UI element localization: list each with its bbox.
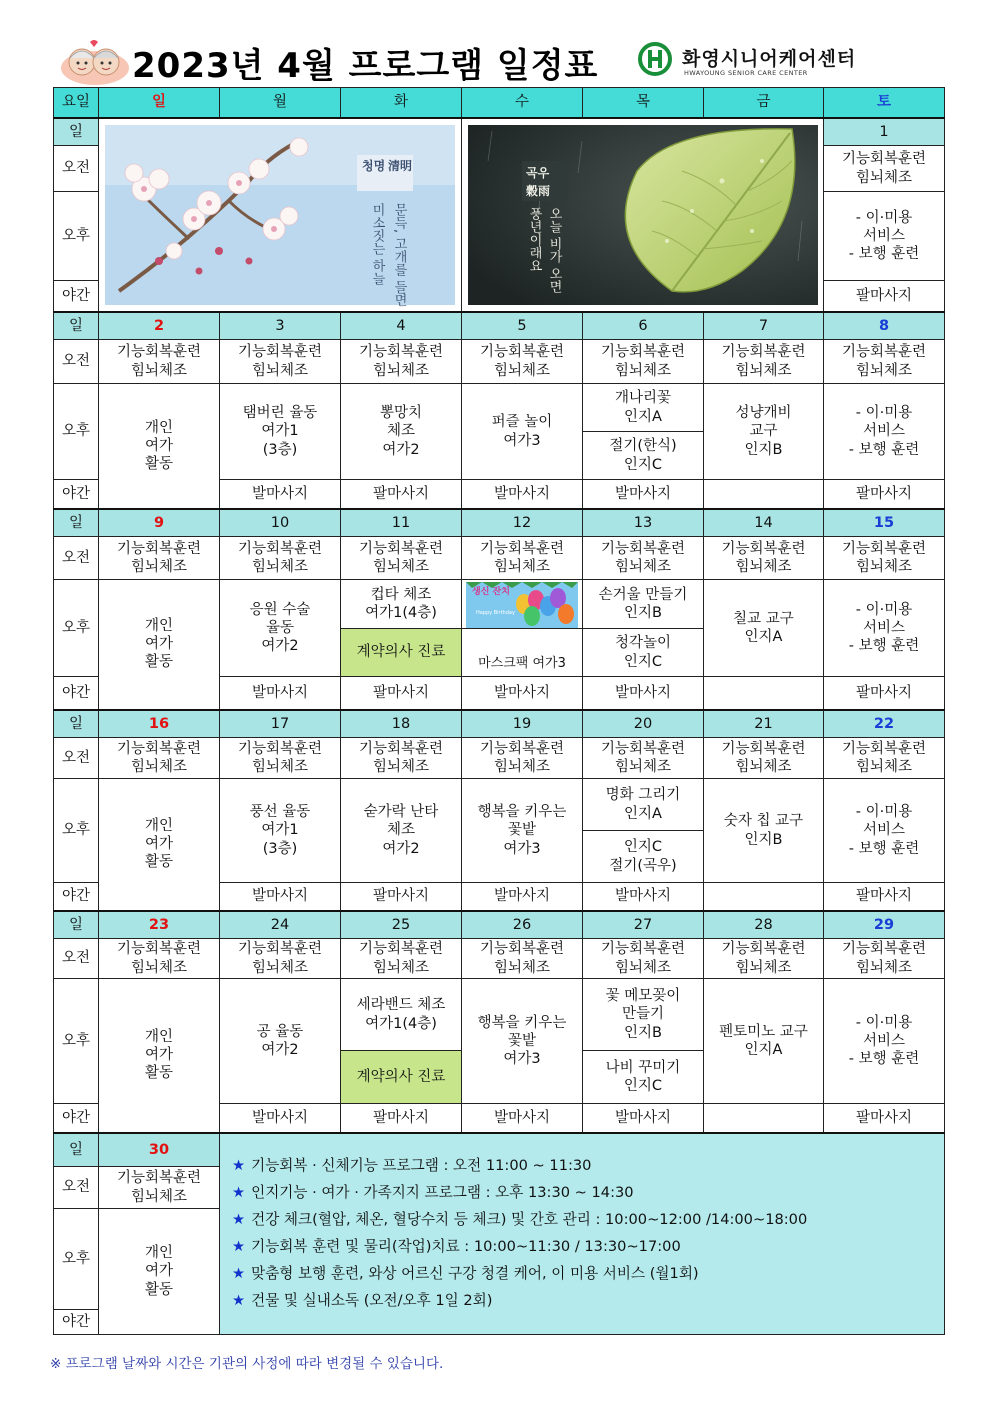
star-icon: ★ [232, 1291, 246, 1309]
date-cell: 18 [341, 710, 462, 738]
row-label-afternoon: 오후 [54, 779, 99, 883]
morning-program: 기능회복훈련 힘뇌체조 [99, 738, 220, 779]
night-program: 발마사지 [220, 480, 341, 509]
logo-icon [638, 42, 672, 76]
morning-program: 기능회복훈련 힘뇌체조 [704, 939, 824, 979]
row-label-afternoon: 오후 [54, 979, 99, 1104]
notes-panel [220, 1133, 945, 1335]
date-cell: 5 [462, 312, 583, 340]
week3-morning-row [54, 738, 945, 779]
night-program: 발마사지 [220, 1104, 341, 1133]
weekday-fri: 금 [704, 88, 824, 118]
date-cell: 4 [341, 312, 462, 340]
date-cell: 23 [99, 911, 220, 939]
row-label-morning: 오전 [54, 1167, 99, 1209]
birthday-party-image [462, 580, 582, 628]
sunday-leisure: 개인 여가 활동 [99, 979, 220, 1133]
sunday-leisure: 개인 여가 활동 [99, 1209, 220, 1335]
row-label-day: 일 [54, 312, 99, 340]
program-cell: 컵타 체조 여가1(4층) [341, 580, 462, 629]
row-label-night: 야간 [54, 1104, 99, 1133]
night-program: 팔마사지 [341, 1104, 462, 1133]
page-title: 2023년 4월 프로그램 일정표 [132, 46, 599, 86]
row-label-afternoon: 오후 [54, 192, 99, 281]
week4-morning-row [54, 939, 945, 979]
date-cell-sat: 1 [824, 118, 945, 146]
night-program-empty [704, 677, 824, 710]
program-cell: 성냥개비 교구 인지B [704, 384, 824, 480]
program-cell: 절기(한식) 인지C [583, 432, 704, 480]
week4-date-row [54, 911, 945, 939]
program-cell: 공 율동 여가2 [220, 979, 341, 1104]
program-cell: 뽕망치 체조 여가2 [341, 384, 462, 480]
date-cell: 6 [583, 312, 704, 340]
morning-program: 기능회복훈련 힘뇌체조 [341, 537, 462, 580]
logo-subtitle: HWAYOUNG SENIOR CARE CENTER [684, 69, 808, 77]
night-program: 발마사지 [462, 677, 583, 710]
weekday-mon: 월 [220, 88, 341, 118]
date-cell: 14 [704, 509, 824, 537]
week0-date-row [54, 118, 945, 146]
program-cell: 명화 그리기 인지A [583, 779, 704, 831]
week4-afternoon-row-a [54, 979, 945, 1051]
date-cell: 24 [220, 911, 341, 939]
week2-morning-row [54, 537, 945, 580]
star-icon: ★ [232, 1210, 246, 1228]
saturday-service: - 이·미용 서비스 - 보행 훈련 [824, 580, 945, 677]
logo-name: 화영시니어케어센터 [682, 48, 857, 70]
week5-date-row [54, 1133, 945, 1167]
program-cell: 마스크팩 여가3 [462, 629, 583, 677]
row-label-morning: 오전 [54, 939, 99, 979]
night-program: 발마사지 [220, 883, 341, 911]
page-header [50, 30, 945, 86]
blossom-image-cell [99, 118, 462, 312]
program-cell: 인지C 절기(곡우) [583, 831, 704, 883]
morning-program: 기능회복훈련 힘뇌체조 [583, 537, 704, 580]
program-cell: 행복을 키우는 꽃밭 여가3 [462, 979, 583, 1104]
morning-program: 기능회복훈련 힘뇌체조 [220, 939, 341, 979]
doctor-visit-cell: 계약의사 진료 [341, 1051, 462, 1104]
star-icon: ★ [232, 1264, 246, 1282]
program-cell: 퍼즐 놀이 여가3 [462, 384, 583, 480]
note-item: ★ 맞춤형 보행 훈련, 와상 어르신 구강 청결 케어, 이 미용 서비스 (월1회) [232, 1264, 699, 1282]
program-cell: 숫자 칩 교구 인지B [704, 779, 824, 883]
morning-program: 기능회복훈련 힘뇌체조 [220, 340, 341, 384]
note-item: ★ 기능회복 훈련 및 물리(작업)치료 : 10:00~11:30 / 13:30~17:00 [232, 1237, 681, 1255]
date-cell: 13 [583, 509, 704, 537]
date-cell: 2 [99, 312, 220, 340]
weekday-tue: 화 [341, 88, 462, 118]
morning-program: 기능회복훈련 힘뇌체조 [341, 738, 462, 779]
night-program: 발마사지 [462, 480, 583, 509]
weekday-label: 요일 [54, 88, 99, 118]
sunday-leisure: 개인 여가 활동 [99, 580, 220, 710]
week2-date-row [54, 509, 945, 537]
date-cell: 26 [462, 911, 583, 939]
morning-program-sat: 기능회복훈련 힘뇌체조 [824, 146, 945, 192]
morning-program: 기능회복훈련 힘뇌체조 [99, 537, 220, 580]
night-program: 팔마사지 [824, 480, 945, 509]
week1-afternoon-row-a [54, 384, 945, 432]
morning-program: 기능회복훈련 힘뇌체조 [704, 537, 824, 580]
morning-program: 기능회복훈련 힘뇌체조 [462, 340, 583, 384]
night-program: 발마사지 [583, 1104, 704, 1133]
qingming-hangul-label: 청명 [362, 159, 386, 173]
cherry-blossom-image [99, 121, 462, 308]
morning-program: 기능회복훈련 힘뇌체조 [824, 738, 945, 779]
leaf-image-cell [462, 118, 824, 312]
program-cell: 개나리꽃 인지A [583, 384, 704, 432]
row-label-night: 야간 [54, 883, 99, 911]
date-cell: 17 [220, 710, 341, 738]
night-program: 발마사지 [220, 677, 341, 710]
week1-date-row [54, 312, 945, 340]
night-program: 팔마사지 [824, 1104, 945, 1133]
row-label-day: 일 [54, 509, 99, 537]
night-program-empty [704, 1104, 824, 1133]
morning-program: 기능회복훈련 힘뇌체조 [583, 939, 704, 979]
date-cell: 16 [99, 710, 220, 738]
sunday-leisure: 개인 여가 활동 [99, 384, 220, 509]
qingming-hanja-label: 清明 [388, 159, 413, 173]
saturday-service: - 이·미용 서비스 - 보행 훈련 [824, 779, 945, 883]
row-label-day: 일 [54, 1133, 99, 1167]
night-program-sat: 팔마사지 [824, 281, 945, 312]
date-cell: 10 [220, 509, 341, 537]
night-program: 팔마사지 [824, 677, 945, 710]
week2-afternoon-row-a [54, 580, 945, 629]
weekday-sat: 토 [824, 88, 945, 118]
morning-program: 기능회복훈련 힘뇌체조 [99, 939, 220, 979]
week3-afternoon-row-a [54, 779, 945, 831]
program-cell: 풍선 율동 여가1 (3층) [220, 779, 341, 883]
morning-program: 기능회복훈련 힘뇌체조 [341, 939, 462, 979]
weekday-wed: 수 [462, 88, 583, 118]
row-label-night: 야간 [54, 281, 99, 312]
morning-program: 기능회복훈련 힘뇌체조 [341, 340, 462, 384]
date-cell: 15 [824, 509, 945, 537]
date-cell: 11 [341, 509, 462, 537]
program-cell: 청각놀이 인지C [583, 629, 704, 677]
afternoon-program-sat: - 이·미용 서비스 - 보행 훈련 [824, 192, 945, 281]
night-program: 발마사지 [462, 883, 583, 911]
weekday-sun: 일 [99, 88, 220, 118]
program-cell: 꽃 메모꽂이 만들기 인지B [583, 979, 704, 1051]
morning-program: 기능회복훈련 힘뇌체조 [583, 738, 704, 779]
date-cell: 9 [99, 509, 220, 537]
date-cell: 29 [824, 911, 945, 939]
date-cell: 21 [704, 710, 824, 738]
program-cell: 행복을 키우는 꽃밭 여가3 [462, 779, 583, 883]
program-cell: 응원 수술 율동 여가2 [220, 580, 341, 677]
birthday-title: 생신 잔치 [472, 587, 510, 597]
row-label-morning: 오전 [54, 738, 99, 779]
birthday-small-text: Happy Birthday [476, 610, 515, 616]
guyu-hangul-label: 곡우 [526, 166, 550, 180]
row-label-afternoon: 오후 [54, 1209, 99, 1310]
night-program: 발마사지 [583, 677, 704, 710]
star-icon: ★ [232, 1183, 246, 1201]
program-cell: 숟가락 난타 체조 여가2 [341, 779, 462, 883]
leaf-poem-line1: 오늘 비가 오면 [546, 207, 562, 294]
saturday-service: - 이·미용 서비스 - 보행 훈련 [824, 384, 945, 480]
row-label-night: 야간 [54, 1310, 99, 1335]
program-cell: 세라밴드 체조 여가1(4층) [341, 979, 462, 1051]
morning-program: 기능회복훈련 힘뇌체조 [99, 340, 220, 384]
night-program-empty [704, 883, 824, 911]
note-item: ★ 기능회복 · 신체기능 프로그램 : 오전 11:00 ~ 11:30 [232, 1156, 592, 1174]
date-cell: 30 [99, 1133, 220, 1167]
night-program: 팔마사지 [341, 480, 462, 509]
morning-program: 기능회복훈련 힘뇌체조 [583, 340, 704, 384]
row-label-night: 야간 [54, 677, 99, 710]
blossom-poem-line2: 미소짓는 하늘 [369, 203, 385, 286]
birthday-image-cell [462, 580, 583, 629]
footnote: ※ 프로그램 날짜와 시간은 기관의 사정에 따라 변경될 수 있습니다. [50, 1356, 444, 1372]
morning-program: 기능회복훈련 힘뇌체조 [462, 939, 583, 979]
date-cell: 3 [220, 312, 341, 340]
leaf-poem-line2: 풍년이래요 [526, 207, 542, 272]
morning-program: 기능회복훈련 힘뇌체조 [824, 537, 945, 580]
row-label-night: 야간 [54, 480, 99, 509]
date-cell: 12 [462, 509, 583, 537]
morning-program: 기능회복훈련 힘뇌체조 [462, 537, 583, 580]
center-logo [638, 42, 938, 82]
morning-program: 기능회복훈련 힘뇌체조 [220, 537, 341, 580]
week3-date-row [54, 710, 945, 738]
morning-program: 기능회복훈련 힘뇌체조 [220, 738, 341, 779]
night-program: 발마사지 [462, 1104, 583, 1133]
note-item: ★ 건강 체크(혈압, 체온, 혈당수치 등 체크) 및 간호 관리 : 10:00~12:00 /14:00~18:00 [232, 1210, 808, 1228]
schedule-table [53, 87, 945, 1335]
night-program: 발마사지 [583, 883, 704, 911]
row-label-afternoon: 오후 [54, 384, 99, 480]
program-cell: 펜토미노 교구 인지A [704, 979, 824, 1104]
date-cell: 22 [824, 710, 945, 738]
row-label-day: 일 [54, 911, 99, 939]
date-cell: 7 [704, 312, 824, 340]
date-cell: 25 [341, 911, 462, 939]
morning-program: 기능회복훈련 힘뇌체조 [704, 738, 824, 779]
night-program: 팔마사지 [341, 883, 462, 911]
guyu-hanja-label: 穀雨 [526, 184, 551, 198]
saturday-service: - 이·미용 서비스 - 보행 훈련 [824, 979, 945, 1104]
morning-program: 기능회복훈련 힘뇌체조 [99, 1167, 220, 1209]
rain-leaf-image [462, 121, 824, 308]
row-label-morning: 오전 [54, 537, 99, 580]
morning-program: 기능회복훈련 힘뇌체조 [462, 738, 583, 779]
date-cell: 28 [704, 911, 824, 939]
night-program: 발마사지 [583, 480, 704, 509]
star-icon: ★ [232, 1156, 246, 1174]
date-cell: 20 [583, 710, 704, 738]
note-item: ★ 건물 및 실내소독 (오전/오후 1일 2회) [232, 1291, 493, 1309]
sunday-leisure: 개인 여가 활동 [99, 779, 220, 911]
star-icon: ★ [232, 1237, 246, 1255]
row-label-morning: 오전 [54, 146, 99, 192]
program-cell: 칠교 교구 인지A [704, 580, 824, 677]
row-label-day: 일 [54, 710, 99, 738]
date-cell: 27 [583, 911, 704, 939]
morning-program: 기능회복훈련 힘뇌체조 [824, 340, 945, 384]
program-cell: 손거울 만들기 인지B [583, 580, 704, 629]
night-program: 팔마사지 [341, 677, 462, 710]
date-cell: 8 [824, 312, 945, 340]
date-cell: 19 [462, 710, 583, 738]
night-program: 팔마사지 [824, 883, 945, 911]
grandparents-illustration [60, 38, 130, 86]
row-label-morning: 오전 [54, 340, 99, 384]
weekday-thu: 목 [583, 88, 704, 118]
note-item: ★ 인지기능 · 여가 · 가족지지 프로그램 : 오후 13:30 ~ 14:30 [232, 1183, 634, 1201]
morning-program: 기능회복훈련 힘뇌체조 [824, 939, 945, 979]
morning-program: 기능회복훈련 힘뇌체조 [704, 340, 824, 384]
row-label-afternoon: 오후 [54, 580, 99, 677]
program-cell: 탬버린 율동 여가1 (3층) [220, 384, 341, 480]
week1-morning-row [54, 340, 945, 384]
doctor-visit-cell: 계약의사 진료 [341, 629, 462, 677]
program-cell: 나비 꾸미기 인지C [583, 1051, 704, 1104]
weekday-header-row [54, 88, 945, 118]
blossom-poem-line1: 문득, 고개를 들면 [391, 203, 407, 307]
row-label-day: 일 [54, 118, 99, 146]
night-program-empty [704, 480, 824, 509]
